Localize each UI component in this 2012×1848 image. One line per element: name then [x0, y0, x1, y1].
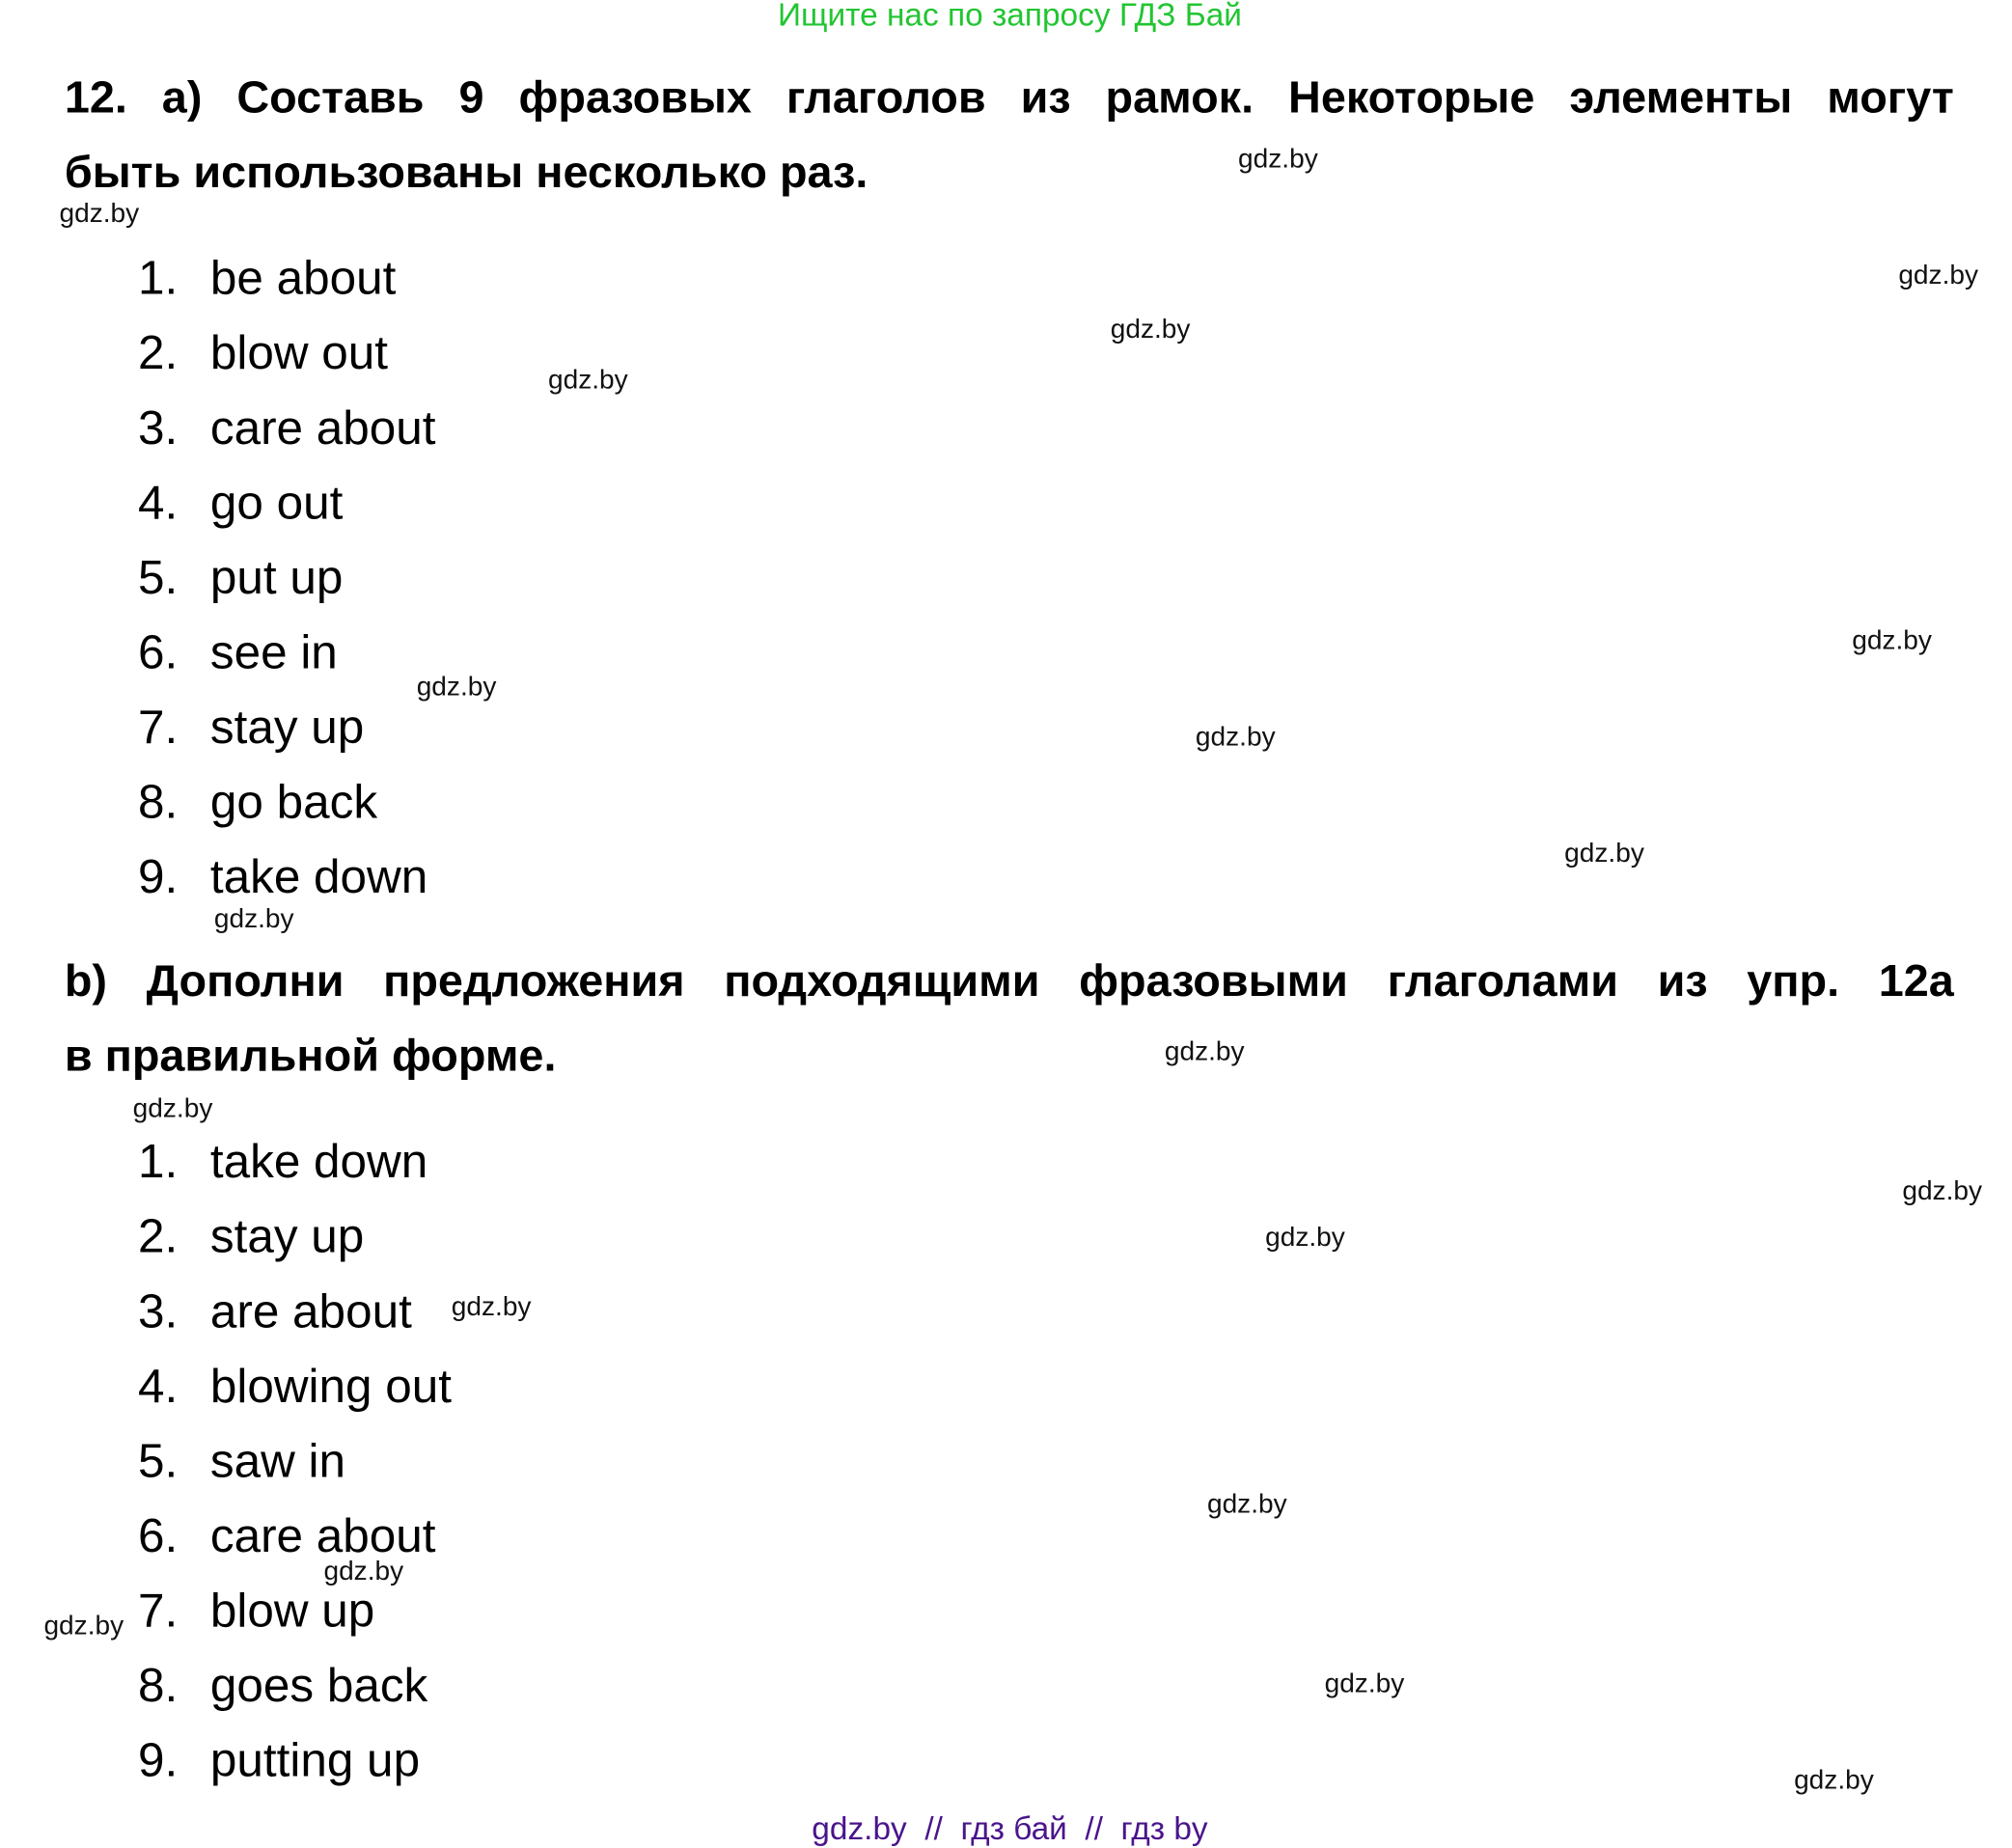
watermark: gdz.by	[213, 903, 294, 934]
list-item: 7. stay up	[138, 700, 365, 754]
watermark: gdz.by	[1206, 1489, 1287, 1520]
exercise-b-title	[65, 944, 1954, 1093]
list-item: 5. saw in	[138, 1434, 346, 1487]
answers-b-list	[138, 1124, 452, 1798]
watermark: gdz.by	[1238, 144, 1318, 175]
watermark: gdz.by	[548, 365, 628, 395]
list-item: 4. go out	[138, 476, 344, 529]
answers-a-list	[138, 241, 436, 915]
watermark: gdz.by	[59, 198, 140, 229]
list-item: 4. blowing out	[138, 1359, 453, 1413]
list-item: 9. putting up	[138, 1733, 421, 1787]
list-item: 8. goes back	[138, 1658, 428, 1712]
watermark: gdz.by	[1324, 1669, 1405, 1699]
title-line-2: в правильной форме.	[64, 1030, 557, 1081]
list-item: 2. stay up	[138, 1209, 365, 1263]
list-item: 6. see in	[138, 625, 338, 678]
watermark: gdz.by	[1265, 1223, 1345, 1253]
list-item: 2. blow out	[138, 326, 389, 379]
list-item: 5. put up	[138, 550, 344, 604]
title-line-1: b) Дополни предложения подходящими фразовыми глаголами из упр. 12a	[64, 955, 1954, 1007]
list-item: 1. be about	[138, 251, 397, 305]
watermark: gdz.by	[1164, 1036, 1245, 1067]
exercise-a-title	[65, 61, 1954, 210]
watermark: gdz.by	[132, 1093, 213, 1124]
title-line-2: быть использованы несколько раз.	[64, 147, 868, 198]
list-item: 8. go back	[138, 775, 378, 829]
title-line-1: 12. a) Составь 9 фразовых глаголов из рамок. Некоторые элементы могут	[64, 71, 1954, 123]
list-item: 3. care about	[138, 400, 436, 455]
list-item: 1. take down	[138, 1135, 428, 1188]
watermark: gdz.by	[416, 672, 497, 703]
list-item: 7. blow up	[138, 1584, 375, 1638]
watermark: gdz.by	[451, 1292, 532, 1322]
list-item: 9. take down	[138, 849, 428, 903]
watermark: gdz.by	[1902, 1175, 1983, 1206]
search-banner: Ищите нас по запросу ГДЗ Бай	[778, 0, 1242, 34]
list-item: 6. care about	[138, 1508, 436, 1562]
footer-links: gdz.by // гдз бай // гдз by	[812, 1810, 1208, 1847]
watermark: gdz.by	[323, 1557, 404, 1586]
watermark: gdz.by	[1110, 315, 1191, 345]
watermark: gdz.by	[1794, 1765, 1874, 1796]
list-item: 3. are about	[138, 1284, 412, 1338]
watermark: gdz.by	[1564, 838, 1644, 869]
watermark: gdz.by	[1852, 625, 1932, 655]
watermark: gdz.by	[1898, 260, 1979, 290]
watermark: gdz.by	[1195, 722, 1276, 753]
watermark: gdz.by	[43, 1611, 124, 1641]
